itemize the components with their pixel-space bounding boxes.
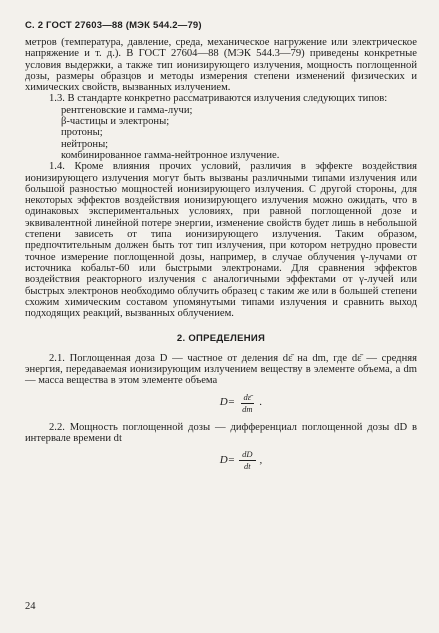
list-item: рентгеновские и гамма-лучи;: [61, 104, 193, 116]
formula-denominator: dt: [243, 461, 251, 472]
dose-rate-formula: [65, 450, 417, 471]
formula-fraction: [239, 450, 255, 471]
formula-tail: .: [259, 396, 263, 409]
page-header: С. 2 ГОСТ 27603—88 (МЭК 544.2—79): [25, 20, 202, 31]
section-heading: 2. ОПРЕДЕЛЕНИЯ: [176, 333, 266, 345]
list-item: нейтроны;: [61, 138, 109, 150]
formula-denominator: dm: [242, 403, 253, 414]
formula-lhs: D=: [219, 396, 236, 409]
formula-numerator: dD: [239, 450, 255, 461]
document-body: [25, 37, 417, 479]
formula-fraction: [239, 393, 255, 414]
paragraph-2-1: 2.1. Поглощенная доза D — частное от деления dε̄ на dm, где dε̄ — средняя энергия, передаваемая ионизирующим излучением веществу в элементе объема, а dm — масса вещества в этом элементе объема: [25, 352, 417, 387]
list-item: протоны;: [61, 127, 103, 139]
radiation-types-list: [25, 105, 417, 161]
paragraph-1-4: 1.4. Кроме влияния прочих условий, различия в эффекте воздействия ионизирующего излучения могут быть вызваны различными типами излучения или большой разностью мощностей ионизирующего излучения. С другой стороны, для некоторых эффектов воздействия ионизирующего излучения можно ожидать, что в одинаковых экспериментальных условиях, при равной поглощенной дозе и эквивалентной линейной потере энергии, изменение свойств будет лишь в небольшой степени зависеть от типа ионизирующего излучения. Таким образом, предпочтительным должен быть тот тип излучения, при котором нетрудно провести точное измерение поглощенной дозы, например, в случае облучения γ-лучами от источника кобальт-60 или быстрыми электронами. Для сравнения эффектов воздействия реакторного излучения с аналогичными эффектами от γ-лучей или быстрых электронов необходимо облучить образец с таким же или в большей степени схожим химическим составом упомянутыми типами излучения и сравнить выход подходящих реакций, вызванных облучением.: [25, 161, 417, 320]
page-number: 24: [25, 601, 36, 612]
paragraph-2-2: 2.2. Мощность поглощенной дозы — дифференциал поглощенной дозы dD в интервале времени dt: [25, 421, 417, 444]
list-item: комбинированное гамма-нейтронное излучение.: [61, 149, 280, 161]
formula-lhs: D=: [219, 454, 236, 467]
paragraph-1-3: 1.3. В стандарте конкретно рассматриваются излучения следующих типов:: [49, 93, 388, 105]
intro-paragraph: метров (температура, давление, среда, механическое нагружение или электрическое напряжение и т. д.). В ГОСТ 27604—88 (МЭК 544.3—79) приведены конкретные условия выдержки, а также тип ионизирующего излучения, мощность поглощенной дозы, размеры образцов и методы измерения степени изменений физических и химических свойств, вызванных излучением.: [25, 37, 417, 94]
absorbed-dose-formula: [65, 393, 417, 414]
list-item: β-частицы и электроны;: [61, 116, 170, 128]
formula-numerator: dε̄: [241, 393, 255, 404]
formula-tail: ,: [259, 454, 263, 467]
